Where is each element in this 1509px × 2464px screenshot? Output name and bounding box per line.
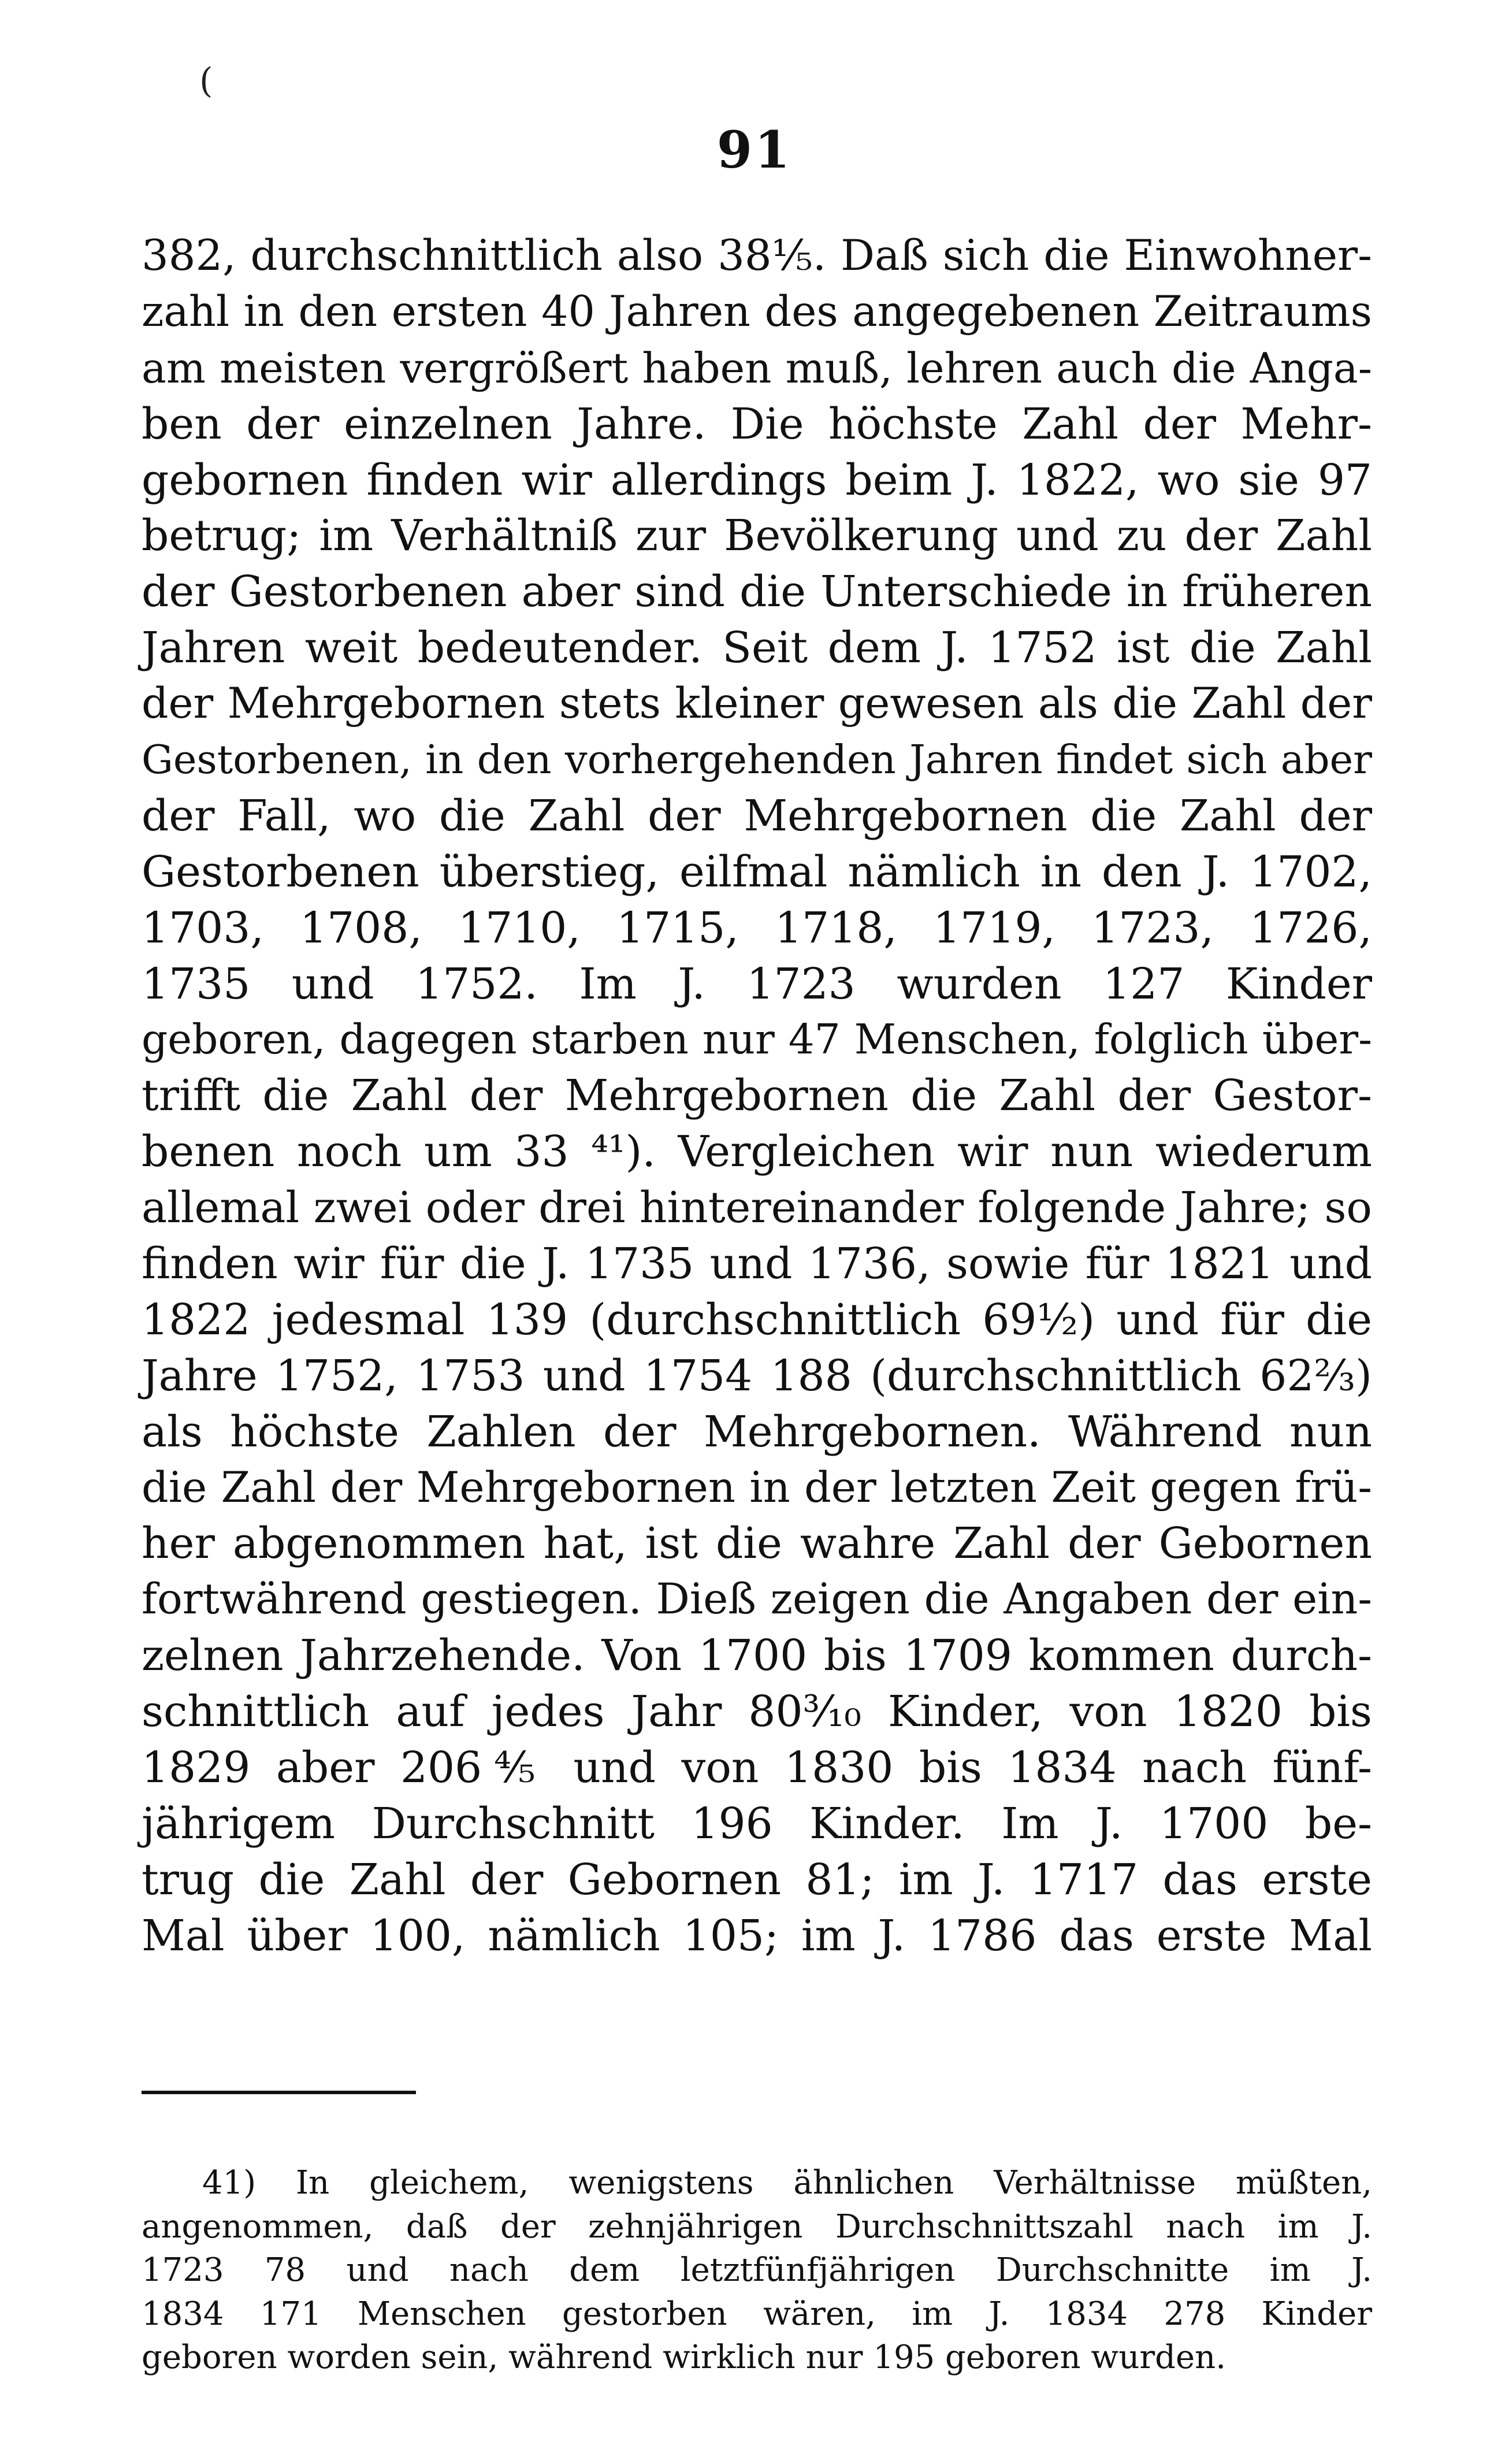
text-line: betrug; im Verhältniß zur Bevölkerung und zu der Zahl [142,511,1372,561]
page-number: 91 [716,120,793,180]
text-line: her abgenommen hat, ist die wahre Zahl der Gebornen [142,1519,1372,1569]
text-line: die Zahl der Mehrgebornen in der letzten Zeit gegen frü- [142,1463,1372,1512]
text-line: Mal über 100, nämlich 105; im J. 1786 das erste Mal [142,1910,1372,1961]
text-line: Jahren weit bedeutender. Seit dem J. 1752 ist die Zahl [142,623,1372,673]
text-line: benen noch um 33 ⁴¹). Vergleichen wir nun wiederum [142,1127,1372,1177]
text-line: Gestorbenen überstieg, eilfmal nämlich in den J. 1702, [142,847,1372,897]
footnote-line: 41) In gleichem, wenigstens ähnlichen Verhältnisse müßten, [202,2164,1372,2202]
text-line: gebornen finden wir allerdings beim J. 1822, wo sie 97 [142,455,1372,505]
text-line: Gestorbenen, in den vorhergehenden Jahren findet sich aber [142,737,1372,784]
footnote-line: geboren worden sein, während wirklich nur 195 geboren wurden. [142,2339,1226,2376]
text-line: 1822 jedesmal 139 (durchschnittlich 69½) und für die [142,1294,1372,1345]
text-line: 1735 und 1752. Im J. 1723 wurden 127 Kinder [142,959,1372,1009]
text-line: 1703, 1708, 1710, 1715, 1718, 1719, 1723, 1726, [142,903,1372,953]
corner-mark: ( [199,61,213,101]
text-line: der Mehrgebornen stets kleiner gewesen als die Zahl der [142,680,1372,729]
footnote-line: 1834 171 Menschen gestorben wären, im J. 1834 278 Kinder [142,2295,1372,2333]
text-line: ben der einzelnen Jahre. Die höchste Zahl der Mehr- [142,399,1372,449]
text-line: trug die Zahl der Gebornen 81; im J. 1717 das erste [142,1854,1372,1905]
text-line: geboren, dagegen starben nur 47 Menschen, folglich über- [142,1015,1372,1064]
footnote-line: angenommen, daß der zehnjährigen Durchschnittszahl nach im J. [142,2207,1372,2246]
text-line: finden wir für die J. 1735 und 1736, sowie für 1821 und [142,1239,1372,1289]
text-line: jährigem Durchschnitt 196 Kinder. Im J. 1700 be- [142,1798,1372,1849]
body-text [142,228,1372,1964]
text-line: zelnen Jahrzehende. Von 1700 bis 1709 kommen durch- [142,1631,1372,1681]
text-line: als höchste Zahlen der Mehrgebornen. Während nun [142,1407,1372,1457]
footnote-separator-rule [142,2091,416,2094]
text-line: allemal zwei oder drei hintereinander folgende Jahre; so [142,1183,1372,1233]
footnote-line: 1723 78 und nach dem letztfünfjährigen Durchschnitte im J. [142,2251,1372,2289]
text-line: 382, durchschnittlich also 38⅕. Daß sich die Einwohner- [142,231,1372,280]
text-line: am meisten vergrößert haben muß, lehren auch die Anga- [142,343,1372,392]
text-line: 1829 aber 206⅘ und von 1830 bis 1834 nach fünf- [142,1743,1372,1793]
text-line: Jahre 1752, 1753 und 1754 188 (durchschnittlich 62⅔) [142,1350,1372,1401]
text-line: zahl in den ersten 40 Jahren des angegebenen Zeitraums [142,287,1372,336]
text-line: der Fall, wo die Zahl der Mehrgebornen die Zahl der [142,791,1372,841]
text-line: trifft die Zahl der Mehrgebornen die Zahl der Gestor- [142,1071,1372,1121]
footnote [142,2161,1372,2380]
text-line: schnittlich auf jedes Jahr 80³⁄₁₀ Kinder, von 1820 bis [142,1687,1372,1737]
text-line: der Gestorbenen aber sind die Unterschiede in früheren [142,567,1372,617]
text-line: fortwährend gestiegen. Dieß zeigen die Angaben der ein- [142,1575,1372,1624]
